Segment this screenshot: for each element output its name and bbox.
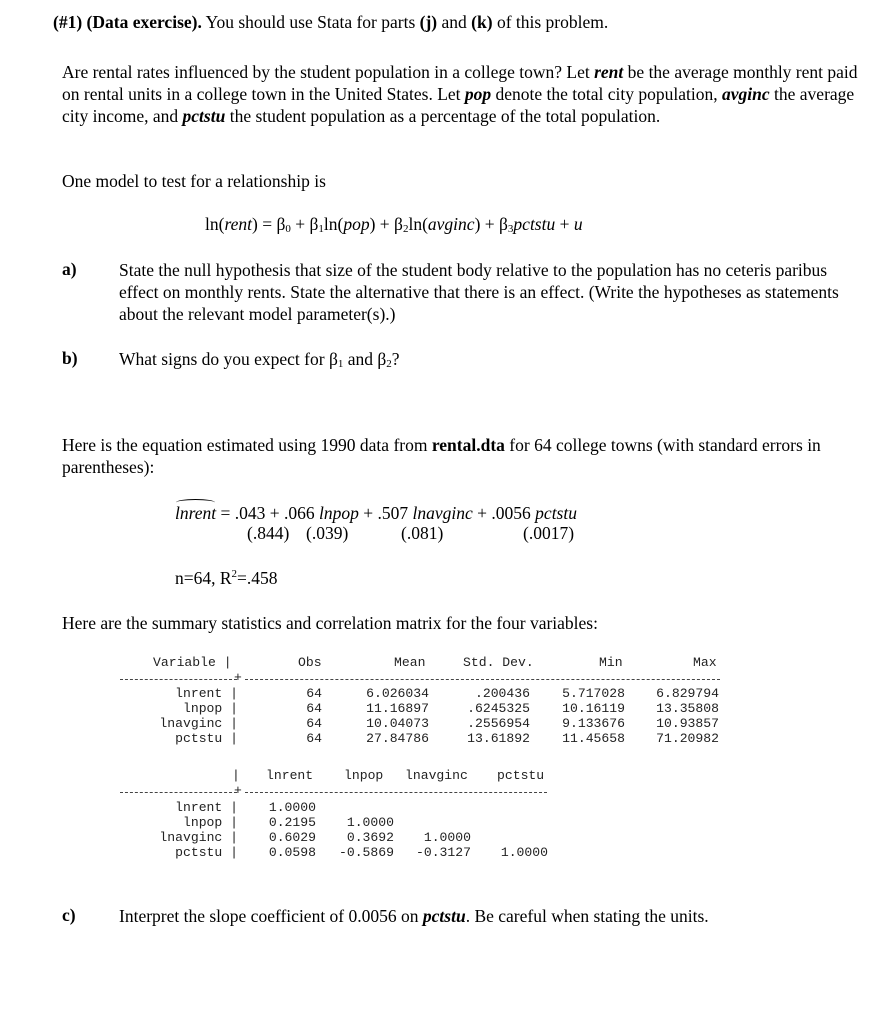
model-intro: One model to test for a relationship is xyxy=(62,171,326,191)
question-b-label: b) xyxy=(62,348,78,368)
corr-cell-lnavginc: -0.3127 xyxy=(415,844,471,860)
corr-cell-variable: lnavginc | xyxy=(159,829,238,845)
sample-stats: n=64, $R^2=.458$ xyxy=(175,568,278,588)
summary-cell-max: 71.20982 xyxy=(656,730,719,746)
summary-cell-stddev: 13.61892 xyxy=(467,730,530,746)
corr-divider-left xyxy=(120,792,237,793)
title-part-j: (j) xyxy=(419,12,438,32)
summary-cell-mean: 27.84786 xyxy=(366,730,429,746)
summary-cell-max: 13.35808 xyxy=(656,700,719,716)
var-avginc: avginc xyxy=(722,84,770,104)
se-const: (.844) xyxy=(247,523,290,543)
intro-text-2: be the average monthly rent paid on rental units in a college town in the United States. Let xyxy=(62,62,858,104)
summary-cell-obs: 64 xyxy=(306,686,322,701)
title-part-k: (k) xyxy=(471,12,493,32)
question-a-text: State the null hypothesis that size of the student body relative to the population has no ceteris paribus effect on monthly rents. State the alternative that there is an effect. (Write the hypotheses as statements about the relevant model parameter(s).) xyxy=(119,260,839,324)
summary-divider-left xyxy=(120,679,237,680)
summary-cell-stddev: .200436 xyxy=(474,686,530,701)
problem-title xyxy=(53,12,608,33)
var-rent: rent xyxy=(594,62,624,82)
corr-cell-lnrent: 0.2195 xyxy=(268,814,316,830)
question-b-text: What signs do you expect for $\beta_1$ and $\beta_2$? xyxy=(119,349,400,370)
var-pop: pop xyxy=(464,84,492,104)
intro-paragraph xyxy=(62,61,862,127)
corr-header-lnpop: lnpop xyxy=(344,768,384,783)
corr-cell-variable: pctstu | xyxy=(175,844,238,860)
corr-divider-plus: + xyxy=(234,783,242,798)
summary-cell-variable: lnpop | xyxy=(182,700,238,716)
intro-text-1: Are rental rates influenced by the student population in a college town? Let xyxy=(62,62,595,82)
summary-divider-plus: + xyxy=(234,670,242,685)
summary-header-min: Min xyxy=(599,655,623,670)
problem-label: (#1) (Data exercise). xyxy=(53,12,202,32)
summary-header-mean: Mean xyxy=(394,655,426,670)
summary-cell-max: 10.93857 xyxy=(656,715,719,731)
intro-text-3: denote the total city population, xyxy=(491,84,723,104)
var-pctstu-c: pctstu xyxy=(422,906,466,926)
summary-header-variable: Variable | xyxy=(153,655,232,670)
summary-cell-min: 5.717028 xyxy=(562,686,625,701)
corr-cell-lnpop: 0.3692 xyxy=(346,829,394,845)
summary-cell-obs: 64 xyxy=(306,715,322,731)
summary-cell-obs: 64 xyxy=(306,730,322,746)
question-c-label: c) xyxy=(62,905,76,925)
summary-cell-obs: 64 xyxy=(306,700,322,716)
se-lnpop: (.039) xyxy=(306,523,349,543)
estimation-intro: Here is the equation estimated using 1990 data from rental.dta for 64 college towns (with standard errors in parentheses): xyxy=(62,435,821,477)
summary-cell-variable: lnrent | xyxy=(175,686,238,701)
model-equation: ln(rent) = $\beta_0 + \beta_1\ln(pop)$ + $\beta_2\ln(avginc)$ + $\beta_3pctstu + u$ xyxy=(205,214,583,235)
corr-header-bar: | xyxy=(232,768,240,783)
question-a-label: a) xyxy=(62,259,77,279)
se-pctstu: (.0017) xyxy=(523,523,575,543)
intro-text-5: the student population as a percentage of the total population. xyxy=(225,106,661,126)
summary-cell-mean: 10.04073 xyxy=(366,715,429,731)
corr-cell-variable: lnpop | xyxy=(182,814,238,830)
corr-header-lnavginc: lnavginc xyxy=(405,768,468,783)
corr-header-lnrent: lnrent xyxy=(266,768,314,783)
estimated-equation: lnrent = .043 + .066 lnpop + .507 lnavginc + .0056 pctstu xyxy=(175,503,577,524)
corr-cell-lnrent: 0.0598 xyxy=(268,844,316,860)
intro-text-4: the average city income, and xyxy=(62,84,855,126)
summary-cell-max: 6.829794 xyxy=(656,686,719,701)
summary-intro: Here are the summary statistics and correlation matrix for the four variables: xyxy=(62,613,598,633)
se-lnavginc: (.081) xyxy=(401,523,444,543)
title-and: and xyxy=(437,12,472,32)
summary-cell-stddev: .2556954 xyxy=(467,715,530,731)
question-c-text: Interpret the slope coefficient of 0.0056 on pctstu. Be careful when stating the units. xyxy=(119,906,709,926)
summary-header-max: Max xyxy=(693,655,717,670)
title-text-b: of this problem. xyxy=(492,12,609,32)
corr-cell-lnavginc: 1.0000 xyxy=(423,829,471,845)
title-text-a: You should use Stata for parts xyxy=(205,12,420,32)
var-pctstu: pctstu xyxy=(182,106,226,126)
corr-cell-lnrent: 1.0000 xyxy=(268,800,316,815)
corr-cell-lnpop: 1.0000 xyxy=(346,814,394,830)
corr-divider-right xyxy=(245,792,547,793)
corr-header-pctstu: pctstu xyxy=(497,768,545,783)
summary-divider-right xyxy=(245,679,720,680)
summary-cell-stddev: .6245325 xyxy=(467,700,530,716)
corr-cell-pctstu: 1.0000 xyxy=(500,844,548,860)
summary-cell-min: 11.45658 xyxy=(562,730,625,746)
summary-cell-min: 9.133676 xyxy=(562,715,625,731)
corr-cell-lnrent: 0.6029 xyxy=(268,829,316,845)
summary-cell-variable: pctstu | xyxy=(175,730,238,746)
corr-cell-lnpop: -0.5869 xyxy=(338,844,394,860)
summary-cell-mean: 11.16897 xyxy=(366,700,429,716)
summary-header-obs: Obs xyxy=(298,655,322,670)
data-file-name: rental.dta xyxy=(431,435,505,455)
summary-cell-mean: 6.026034 xyxy=(366,686,429,701)
summary-cell-variable: lnavginc | xyxy=(159,715,238,731)
summary-header-stddev: Std. Dev. xyxy=(463,655,534,670)
summary-cell-min: 10.16119 xyxy=(562,700,625,716)
lnrent-hat: lnrent xyxy=(175,503,216,524)
corr-cell-variable: lnrent | xyxy=(175,800,238,815)
